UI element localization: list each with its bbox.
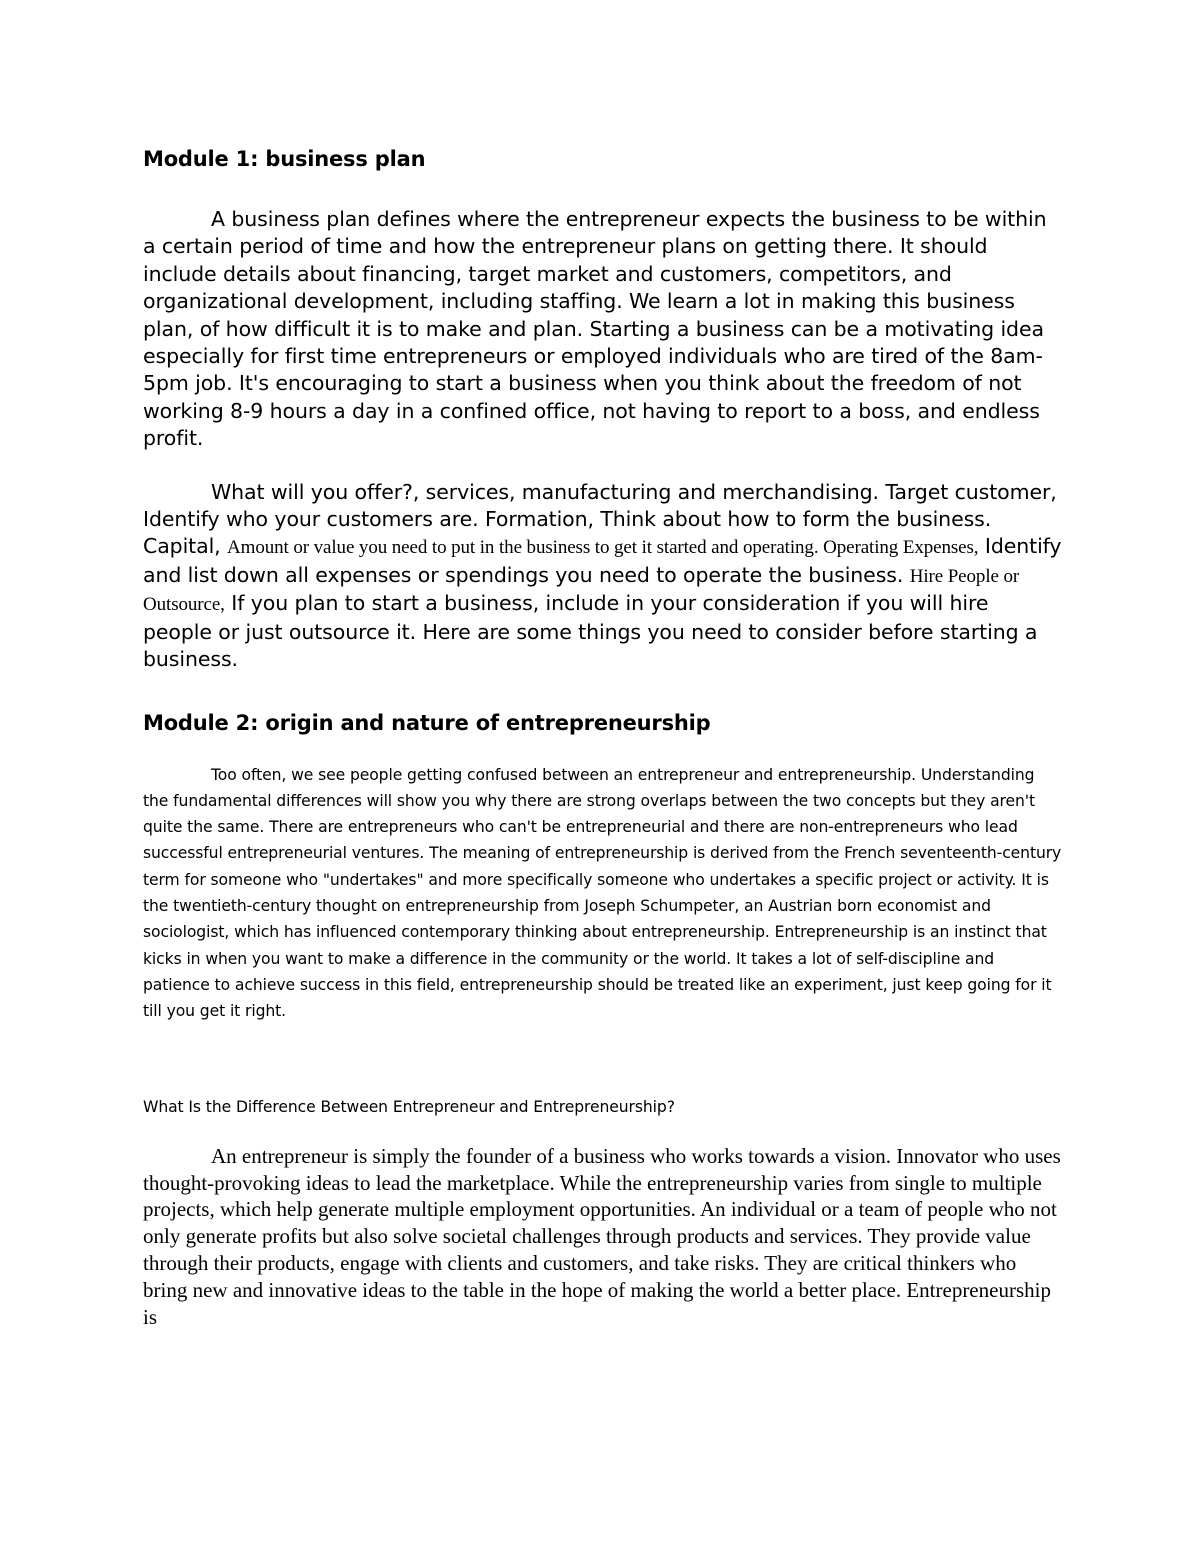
module-1-paragraph-2-part-4: Hire People or Outsource,	[143, 565, 1020, 616]
module-2-paragraph-1: Too often, we see people getting confused between an entrepreneur and entrepreneurship. Understanding the fundamental differences will show you why there are strong overlaps between the two concepts but they aren't quite the same. There are entrepreneurs who can't be entrepreneurial and there are non-entrepreneurs who lead successful entrepreneurial ventures. The meaning of entrepreneurship is derived from the French seventeenth-century term for someone who "undertakes" and more specifically someone who undertakes a specific project or activity. It is the twentieth-century thought on entrepreneurship from Joseph Schumpeter, an Austrian born economist and sociologist, which has influenced contemporary thinking about entrepreneurship. Entrepreneurship is an instinct that kicks in when you want to make a difference in the community or the world. It takes a lot of self-discipline and patience to achieve success in this field, entrepreneurship should be treated like an experiment, just keep going for it till you get it right.	[143, 765, 1062, 1021]
module-1-paragraph-2-part-1: What will you offer?, services, manufacturing and merchandising. Target customer, Identify who your customers are. Formation, Think about how to form the business. Capital,	[143, 479, 1057, 559]
module-1-heading: Module 1: business plan	[143, 147, 426, 171]
module-1-paragraph-2-part-5: If you plan to start a business, include in your consideration if you will hire people or just outsource it. Here are some things you need to consider before starting a business.	[143, 591, 1038, 672]
module-1-paragraph-2-part-3: Identify and list down all expenses or spendings you need to operate the business.	[143, 534, 1062, 587]
module-1-paragraph-2-part-2: Amount or value you need to put in the business to get it started and operating. Operating Expenses,	[227, 537, 979, 559]
module-1-paragraph-2	[143, 479, 1063, 674]
document-page	[143, 140, 1063, 1330]
module-2-paragraph-2: An entrepreneur is simply the founder of a business who works towards a vision. Innovator who uses thought-provoking ideas to lead the marketplace. While the entrepreneurship varies from single to multiple projects, which help generate multiple employment opportunities. An individual or a team of people who not only generate profits but also solve societal challenges through products and services. They provide value through their products, engage with clients and customers, and take risks. They are critical thinkers who bring new and innovative ideas to the table in the hope of making the world a better place. Entrepreneurship is	[143, 1143, 1061, 1329]
module-1-paragraph-1: A business plan defines where the entrepreneur expects the business to be within a certain period of time and how the entrepreneur plans on getting there. It should include details about financing, target market and customers, competitors, and organizational development, including staffing. We learn a lot in making this business plan, of how difficult it is to make and plan. Starting a business can be a motivating idea especially for first time entrepreneurs or employed individuals who are tired of the 8am-5pm job. It's encouraging to start a business when you think about the freedom of not working 8-9 hours a day in a confined office, not having to report to a boss, and endless profit.	[143, 207, 1047, 451]
module-2-heading: Module 2: origin and nature of entrepreneurship	[143, 710, 711, 735]
difference-question: What Is the Difference Between Entrepreneur and Entrepreneurship?	[143, 1098, 675, 1117]
